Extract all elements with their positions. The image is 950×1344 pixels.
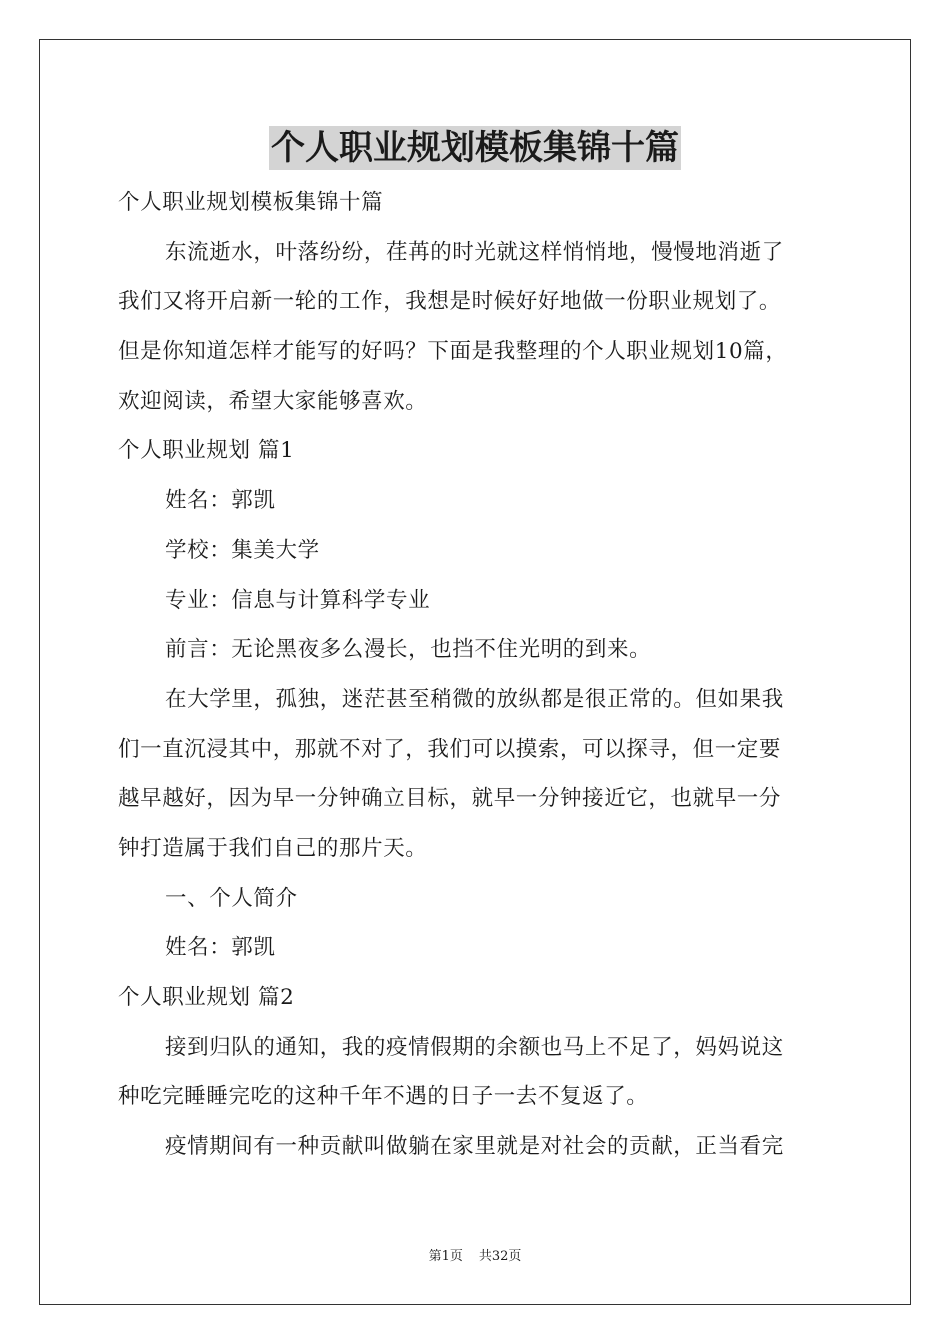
page-number: 第1页: [428, 1249, 463, 1264]
paragraph-line: 们一直沉浸其中，那就不对了，我们可以摸索，可以探寻，但一定要: [118, 736, 782, 762]
section-heading: 个人职业规划 篇2: [118, 985, 295, 1010]
paragraph-line: 姓名：郭凯: [165, 935, 276, 961]
document-body: [118, 178, 838, 1172]
paragraph-line: 姓名：郭凯: [165, 488, 276, 514]
paragraph-line: 前言：无论黑夜多么漫长，也挡不住光明的到来。: [165, 637, 652, 663]
paragraph-line: 我们又将开启新一轮的工作，我想是时候好好地做一份职业规划了。: [118, 289, 782, 315]
paragraph-line: 一、个人简介: [165, 885, 298, 911]
section-heading: 个人职业规划 篇1: [118, 438, 295, 464]
paragraph-line: 疫情期间有一种贡献叫做躺在家里就是对社会的贡献，正当看完: [165, 1134, 784, 1160]
paragraph-line: 钟打造属于我们自己的那片天。: [118, 835, 428, 861]
paragraph-line: 学校：集美大学: [165, 537, 320, 563]
paragraph-line: 个人职业规划模板集锦十篇: [118, 190, 384, 215]
paragraph-line: 越早越好，因为早一分钟确立目标，就早一分钟接近它，也就早一分: [118, 786, 782, 812]
paragraph-line: 种吃完睡睡完吃的这种千年不遇的日子一去不复返了。: [118, 1084, 649, 1110]
paragraph-line: 但是你知道怎样才能写的好吗？下面是我整理的个人职业规划10篇，: [118, 339, 788, 365]
paragraph-line: 在大学里，孤独，迷茫甚至稍微的放纵都是很正常的。但如果我: [165, 686, 784, 712]
page-total: 共32页: [478, 1249, 522, 1264]
paragraph-line: 欢迎阅读，希望大家能够喜欢。: [118, 388, 428, 414]
paragraph-line: 专业：信息与计算科学专业: [165, 587, 431, 613]
document-title-text: 个人职业规划模板集锦十篇: [271, 128, 679, 168]
paragraph-line: 接到归队的通知，我的疫情假期的余额也马上不足了，妈妈说这: [165, 1034, 784, 1060]
paragraph-line: 东流逝水，叶落纷纷，荏苒的时光就这样悄悄地，慢慢地消逝了: [165, 239, 784, 265]
page-footer: [0, 1247, 950, 1267]
document-title: [0, 126, 950, 176]
